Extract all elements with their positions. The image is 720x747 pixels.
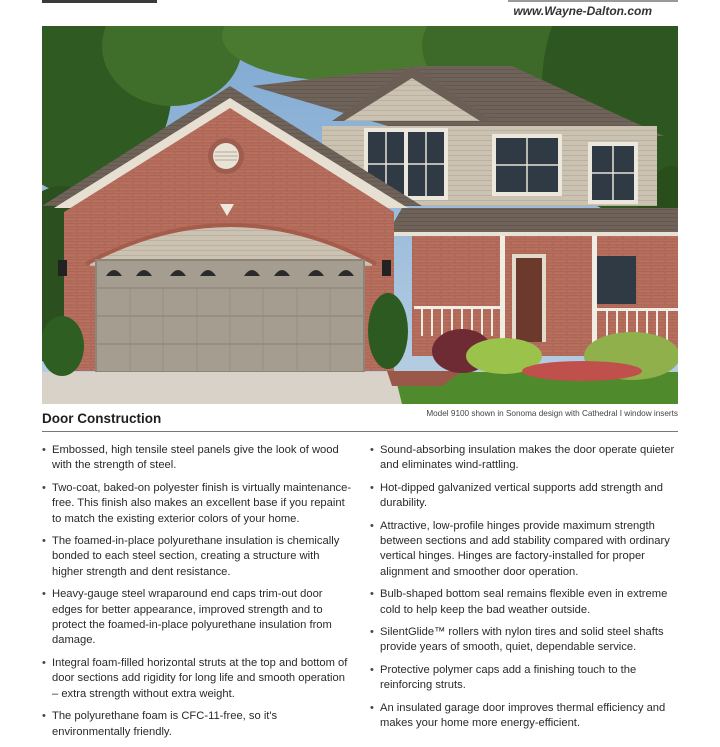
house-photo (42, 26, 678, 404)
list-item: • SilentGlide™ rollers with nylon tires and solid steel shafts provide years of smooth, quiet, dependable service. (370, 626, 664, 654)
porch-roof (387, 208, 678, 234)
header-dark-bar (42, 0, 157, 3)
bullet-icon: • (370, 663, 374, 676)
bullet-icon: • (42, 656, 46, 669)
bullet-icon: • (370, 519, 374, 532)
section-divider (42, 431, 678, 432)
bullet-icon: • (370, 481, 374, 494)
list-item: • Protective polymer caps add a finishing touch to the reinforcing struts. (370, 663, 637, 692)
list-item: • Integral foam-filled horizontal struts at the top and bottom of door sections add rigidity for long life and smooth operation – extra strength without extra weight. (42, 656, 348, 700)
header-rule (508, 0, 678, 2)
section-title: Door Construction (42, 411, 162, 426)
bullet-icon: • (370, 701, 374, 714)
features-list-left (42, 443, 352, 747)
photo-caption: Model 9100 shown in Sonoma design with Cathedral I window inserts (426, 409, 678, 418)
features-list-right (370, 443, 680, 739)
list-item: • Sound-absorbing insulation makes the door operate quieter and eliminates wind-rattling. (370, 444, 675, 472)
bullet-icon: • (370, 626, 374, 639)
bullet-icon: • (370, 444, 374, 456)
list-item: • Attractive, low-profile hinges provide maximum strength between sections and add stability compared with ordinary vertical hinges. Hinges are factory-installed for proper alignment and smoother door operation. (370, 519, 670, 578)
list-item: • Hot-dipped galvanized vertical supports add strength and durability. (370, 481, 663, 510)
list-item: • Heavy-gauge steel wraparound end caps trim-out door edges for better appearance, improved strength and to protect the foamed-in-place polyurethane insulation from damage. (42, 588, 332, 647)
bullet-icon: • (42, 481, 46, 494)
bullet-icon: • (42, 444, 46, 456)
bullet-icon: • (42, 710, 46, 723)
list-item: • The foamed-in-place polyurethane insulation is chemically bonded to each steel section, creating a structure with higher strength and dent resistance. (42, 535, 340, 578)
list-item: • An insulated garage door improves thermal efficiency and makes your home more energy-efficient. (370, 701, 666, 730)
list-item: • Two-coat, baked-on polyester finish is virtually maintenance-free. This finish also makes an excellent base if you repaint to match the existing exterior colors of your home. (42, 481, 352, 525)
website-url[interactable]: www.Wayne-Dalton.com (513, 4, 652, 18)
list-item: • The polyurethane foam is CFC-11-free, so it's environmentally friendly. (42, 710, 278, 738)
bullet-icon: • (370, 588, 374, 601)
bullet-icon: • (42, 588, 46, 601)
garage-door (96, 260, 364, 372)
list-item: • Bulb-shaped bottom seal remains flexible even in extreme cold to help keep the bad weather outside. (370, 588, 668, 616)
bullet-icon: • (42, 535, 46, 548)
driveway (42, 372, 402, 404)
list-item: • Embossed, high tensile steel panels give the look of wood with the strength of steel. (42, 444, 339, 472)
